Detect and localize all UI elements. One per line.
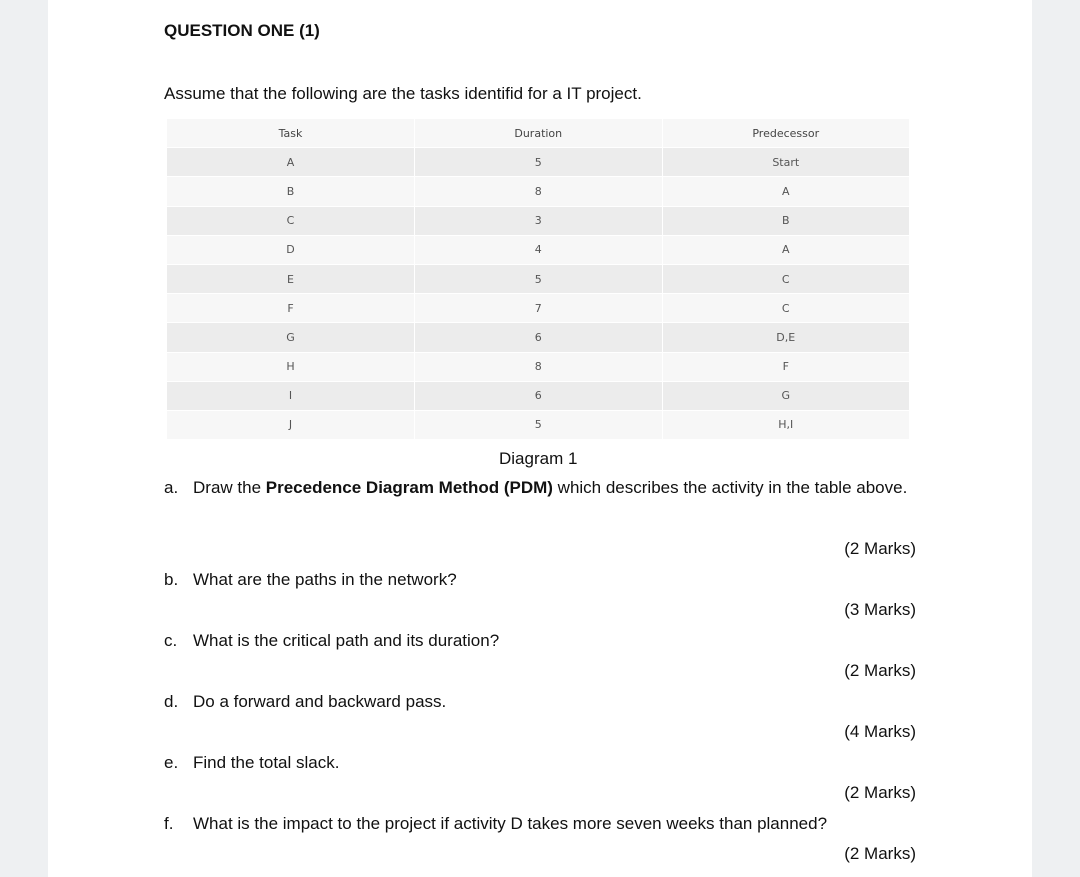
table-row xyxy=(167,381,910,410)
table-row xyxy=(167,148,910,177)
task-cell: D xyxy=(167,235,415,264)
predecessor-cell: A xyxy=(662,235,910,264)
duration-cell: 5 xyxy=(415,148,663,177)
question-e-letter: e. xyxy=(164,753,179,772)
question-d-marks: (4 Marks) xyxy=(844,722,916,741)
diagram-caption: Diagram 1 xyxy=(499,449,578,468)
tasks-table xyxy=(167,119,910,440)
question-a-text-pre: Draw the xyxy=(193,478,266,497)
predecessor-cell: F xyxy=(662,352,910,381)
task-cell: E xyxy=(167,264,415,293)
table-row xyxy=(167,410,910,439)
predecessor-cell: H,I xyxy=(662,410,910,439)
predecessor-cell: C xyxy=(662,264,910,293)
predecessor-cell: B xyxy=(662,206,910,235)
question-e-marks: (2 Marks) xyxy=(844,783,916,802)
header-predecessor: Predecessor xyxy=(662,119,910,148)
table-row xyxy=(167,264,910,293)
task-cell: I xyxy=(167,381,415,410)
table-row xyxy=(167,206,910,235)
predecessor-cell: G xyxy=(662,381,910,410)
table-row xyxy=(167,323,910,352)
task-cell: C xyxy=(167,206,415,235)
question-title: QUESTION ONE (1) xyxy=(164,21,320,40)
predecessor-cell: D,E xyxy=(662,323,910,352)
predecessor-cell: Start xyxy=(662,148,910,177)
duration-cell: 3 xyxy=(415,206,663,235)
duration-cell: 7 xyxy=(415,294,663,323)
question-f-letter: f. xyxy=(164,814,174,833)
header-duration: Duration xyxy=(415,119,663,148)
task-cell: F xyxy=(167,294,415,323)
question-b-text: What are the paths in the network? xyxy=(193,570,457,589)
question-e-text: Find the total slack. xyxy=(193,753,340,772)
table-row xyxy=(167,177,910,206)
table-row xyxy=(167,235,910,264)
question-f-text: What is the impact to the project if activity D takes more seven weeks than planned? xyxy=(193,814,828,833)
question-d-letter: d. xyxy=(164,692,179,711)
question-a-letter: a. xyxy=(164,478,179,497)
question-c-letter: c. xyxy=(164,631,178,650)
duration-cell: 5 xyxy=(415,410,663,439)
predecessor-cell: A xyxy=(662,177,910,206)
question-c-marks: (2 Marks) xyxy=(844,661,916,680)
question-a-text-bold: Precedence Diagram Method (PDM) xyxy=(265,478,553,497)
task-cell: B xyxy=(167,177,415,206)
duration-cell: 4 xyxy=(415,235,663,264)
task-cell: J xyxy=(167,410,415,439)
table-row xyxy=(167,294,910,323)
predecessor-cell: C xyxy=(662,294,910,323)
question-b-marks: (3 Marks) xyxy=(844,600,916,619)
task-cell: G xyxy=(167,323,415,352)
task-cell: H xyxy=(167,352,415,381)
intro-text: Assume that the following are the tasks identifid for a IT project. xyxy=(164,84,642,103)
duration-cell: 6 xyxy=(415,323,663,352)
task-cell: A xyxy=(167,148,415,177)
question-d-text: Do a forward and backward pass. xyxy=(193,692,447,711)
question-f-marks: (2 Marks) xyxy=(844,844,916,863)
table-header-row xyxy=(167,119,910,148)
question-c-text: What is the critical path and its duration? xyxy=(193,631,500,650)
question-a-text-post: which describes the activity in the table above. xyxy=(552,478,908,497)
table-row xyxy=(167,352,910,381)
header-task: Task xyxy=(167,119,415,148)
question-b-letter: b. xyxy=(164,570,179,589)
duration-cell: 8 xyxy=(415,177,663,206)
duration-cell: 8 xyxy=(415,352,663,381)
question-a-text xyxy=(193,472,916,503)
duration-cell: 6 xyxy=(415,381,663,410)
question-a-marks: (2 Marks) xyxy=(844,539,916,558)
document-page xyxy=(48,0,1032,877)
duration-cell: 5 xyxy=(415,264,663,293)
